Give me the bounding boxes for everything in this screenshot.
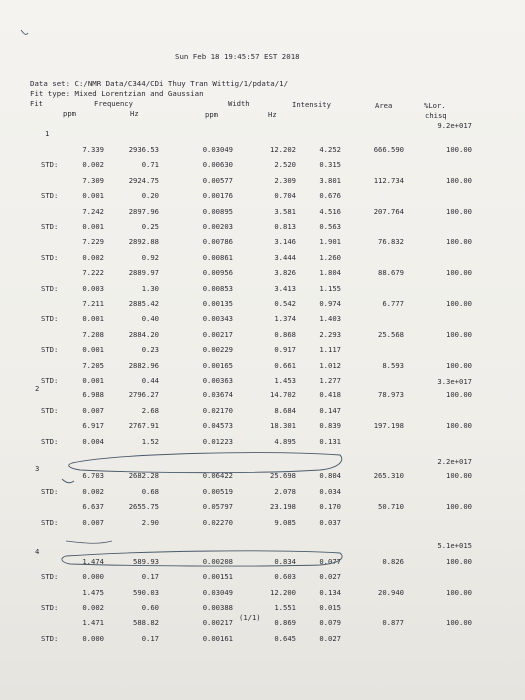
cell-lor: 100.00	[446, 237, 472, 247]
cell-whz: 1.551	[274, 602, 296, 612]
cell-wppm: 0.02170	[202, 405, 233, 415]
row-label: STD:	[41, 345, 59, 355]
cell-ppm: 7.229	[82, 237, 104, 247]
cell-ppm: 0.003	[82, 283, 104, 293]
dataset-path: Data set: C:/NMR Data/C344/CDi Thuy Tran Wittig/1/pdata/1/	[30, 79, 289, 88]
cell-ppm: 6.703	[82, 471, 104, 480]
cell-ppm: 7.205	[82, 360, 104, 370]
cell-whz: 23.198	[270, 502, 296, 512]
cell-hz: 1.52	[141, 436, 159, 446]
fit-type: Fit type: Mixed Lorentzian and Gaussian	[30, 89, 204, 98]
fit-id: 2	[35, 384, 40, 393]
cell-hz: 1.30	[141, 283, 159, 293]
cell-hz: 0.17	[141, 572, 159, 582]
cell-whz: 1.374	[274, 314, 296, 324]
cell-ppm: 1.471	[82, 618, 104, 628]
cell-ppm: 0.002	[82, 160, 104, 170]
cell-wppm: 0.00363	[202, 376, 233, 385]
row-label: STD:	[41, 572, 59, 582]
cell-ppm: 7.309	[82, 175, 104, 185]
cell-wppm: 0.00176	[202, 191, 233, 201]
row-label: STD:	[41, 191, 59, 201]
cell-hz: 2884.20	[128, 329, 159, 339]
cell-hz: 2924.75	[128, 175, 159, 185]
fit-chisq: 5.1e+015	[437, 541, 472, 550]
cell-lor: 100.00	[446, 299, 472, 308]
col-area: Area	[375, 101, 393, 110]
cell-wppm: 0.00135	[202, 299, 233, 308]
col-width-hz: Hz	[268, 110, 277, 119]
cell-whz: 2.078	[274, 486, 296, 496]
timestamp: Sun Feb 18 19:45:57 EST 2018	[175, 52, 300, 61]
cell-whz: 9.085	[274, 517, 296, 527]
cell-ppm: 0.002	[82, 252, 104, 262]
cell-int: 0.563	[319, 222, 341, 231]
col-lor: %Lor.	[424, 101, 446, 110]
row-label: STD:	[41, 436, 59, 446]
row-label: STD:	[41, 376, 59, 385]
cell-wppm: 0.00208	[202, 557, 233, 566]
cell-ppm: 7.208	[82, 329, 104, 339]
col-frequency: Frequency	[94, 99, 133, 108]
row-label: STD:	[41, 283, 59, 293]
cell-hz: 2767.91	[128, 421, 159, 431]
cell-hz: 0.25	[141, 222, 159, 231]
cell-int: 1.155	[319, 283, 341, 293]
cell-int: 1.012	[319, 360, 341, 370]
cell-ppm: 7.211	[82, 299, 104, 308]
cell-ppm: 0.001	[82, 376, 104, 385]
row-label: STD:	[41, 252, 59, 262]
cell-whz: 0.917	[274, 345, 296, 355]
cell-whz: 0.868	[274, 329, 296, 339]
col-hz: Hz	[130, 109, 139, 118]
cell-lor: 100.00	[446, 329, 472, 339]
cell-whz: 0.645	[274, 633, 296, 643]
cell-wppm: 0.03049	[202, 587, 233, 597]
cell-lor: 100.00	[446, 557, 472, 566]
cell-hz: 0.60	[141, 602, 159, 612]
cell-wppm: 0.03049	[202, 145, 233, 154]
cell-wppm: 0.05797	[202, 502, 233, 512]
cell-whz: 8.684	[274, 405, 296, 415]
cell-wppm: 0.00343	[202, 314, 233, 324]
cell-wppm: 0.00203	[202, 222, 233, 231]
cell-whz: 3.581	[274, 206, 296, 216]
col-width-ppm: ppm	[205, 110, 218, 119]
cell-hz: 2682.28	[128, 471, 159, 480]
cell-wppm: 0.03674	[202, 390, 233, 399]
cell-area: 0.826	[382, 557, 404, 566]
cell-hz: 590.03	[133, 587, 159, 597]
cell-ppm: 7.242	[82, 206, 104, 216]
cell-wppm: 0.00217	[202, 618, 233, 628]
cell-lor: 100.00	[446, 206, 472, 216]
cell-int: 1.260	[319, 252, 341, 262]
cell-hz: 0.68	[141, 486, 159, 496]
cell-area: 50.710	[378, 502, 404, 512]
fit-id: 4	[35, 547, 40, 556]
cell-area: 76.832	[378, 237, 404, 247]
cell-area: 0.877	[382, 618, 404, 628]
cell-ppm: 7.339	[82, 145, 104, 154]
cell-whz: 3.826	[274, 268, 296, 278]
cell-wppm: 0.02270	[202, 517, 233, 527]
cell-int: 0.027	[319, 633, 341, 643]
fit-id: 3	[35, 464, 40, 473]
cell-hz: 2796.27	[128, 390, 159, 399]
cell-ppm: 6.988	[82, 390, 104, 399]
cell-wppm: 0.00630	[202, 160, 233, 170]
cell-whz: 1.453	[274, 376, 296, 385]
cell-ppm: 6.917	[82, 421, 104, 431]
cell-int: 1.277	[319, 376, 341, 385]
cell-int: 3.801	[319, 175, 341, 185]
cell-area: 78.973	[378, 390, 404, 399]
cell-lor: 100.00	[446, 618, 472, 628]
cell-hz: 0.40	[141, 314, 159, 324]
row-label: STD:	[41, 160, 59, 170]
cell-area: 6.777	[382, 299, 404, 308]
cell-int: 0.147	[319, 405, 341, 415]
cell-hz: 0.17	[141, 633, 159, 643]
cell-wppm: 0.00786	[202, 237, 233, 247]
cell-hz: 0.92	[141, 252, 159, 262]
cell-int: 0.037	[319, 517, 341, 527]
cell-int: 0.804	[319, 471, 341, 480]
cell-wppm: 0.01223	[202, 436, 233, 446]
cell-int: 2.293	[319, 329, 341, 339]
cell-ppm: 7.222	[82, 268, 104, 278]
cell-hz: 2897.96	[128, 206, 159, 216]
row-label: STD:	[41, 517, 59, 527]
cell-lor: 100.00	[446, 502, 472, 512]
cell-area: 666.590	[373, 145, 404, 154]
cell-hz: 588.82	[133, 618, 159, 628]
cell-hz: 2885.42	[128, 299, 159, 308]
col-width: Width	[228, 99, 250, 108]
cell-int: 0.170	[319, 502, 341, 512]
cell-area: 20.940	[378, 587, 404, 597]
cell-hz: 2.90	[141, 517, 159, 527]
fit-chisq: 2.2e+017	[437, 457, 472, 466]
col-fit: Fit	[30, 99, 43, 108]
cell-wppm: 0.00161	[202, 633, 233, 643]
row-label: STD:	[41, 486, 59, 496]
cell-hz: 2936.53	[128, 145, 159, 154]
cell-lor: 100.00	[446, 421, 472, 431]
cell-lor: 100.00	[446, 471, 472, 480]
cell-whz: 0.704	[274, 191, 296, 201]
cell-ppm: 0.001	[82, 314, 104, 324]
cell-ppm: 0.000	[82, 633, 104, 643]
cell-whz: 3.413	[274, 283, 296, 293]
fit-chisq: 3.3e+017	[437, 377, 472, 386]
cell-int: 0.034	[319, 486, 341, 496]
cell-whz: 12.202	[270, 145, 296, 154]
cell-int: 0.134	[319, 587, 341, 597]
cell-ppm: 1.475	[82, 587, 104, 597]
cell-int: 0.315	[319, 160, 341, 170]
cell-lor: 100.00	[446, 145, 472, 154]
cell-hz: 0.23	[141, 345, 159, 355]
cell-area: 88.679	[378, 268, 404, 278]
cell-int: 0.027	[319, 572, 341, 582]
cell-ppm: 0.001	[82, 191, 104, 201]
cell-whz: 0.661	[274, 360, 296, 370]
cell-lor: 100.00	[446, 587, 472, 597]
cell-whz: 3.444	[274, 252, 296, 262]
col-ppm: ppm	[63, 109, 76, 118]
cell-area: 197.198	[373, 421, 404, 431]
cell-hz: 2889.97	[128, 268, 159, 278]
cell-wppm: 0.00853	[202, 283, 233, 293]
row-label: STD:	[41, 222, 59, 231]
cell-whz: 2.309	[274, 175, 296, 185]
cell-lor: 100.00	[446, 175, 472, 185]
cell-whz: 3.146	[274, 237, 296, 247]
cell-lor: 100.00	[446, 390, 472, 399]
row-label: STD:	[41, 314, 59, 324]
cell-int: 0.839	[319, 421, 341, 431]
cell-hz: 2892.88	[128, 237, 159, 247]
ink-mark-fit2	[62, 479, 74, 483]
cell-ppm: 0.000	[82, 572, 104, 582]
row-label: STD:	[41, 405, 59, 415]
cell-wppm: 0.00519	[202, 486, 233, 496]
cell-whz: 0.869	[274, 618, 296, 628]
cell-int: 0.676	[319, 191, 341, 201]
cell-ppm: 0.007	[82, 405, 104, 415]
cell-wppm: 0.00229	[202, 345, 233, 355]
cell-int: 4.516	[319, 206, 341, 216]
ink-circle-fit2	[69, 453, 342, 473]
cell-ppm: 0.007	[82, 517, 104, 527]
cell-hz: 0.44	[141, 376, 159, 385]
cell-wppm: 0.00151	[202, 572, 233, 582]
cell-ppm: 0.001	[82, 222, 104, 231]
cell-int: 1.804	[319, 268, 341, 278]
cell-wppm: 0.00165	[202, 360, 233, 370]
cell-hz: 2.68	[141, 405, 159, 415]
cell-int: 1.117	[319, 345, 341, 355]
cell-int: 4.252	[319, 145, 341, 154]
cell-area: 25.568	[378, 329, 404, 339]
cell-wppm: 0.04573	[202, 421, 233, 431]
col-chisq: chisq	[425, 111, 447, 120]
cell-whz: 12.200	[270, 587, 296, 597]
cell-wppm: 0.00956	[202, 268, 233, 278]
cell-whz: 0.603	[274, 572, 296, 582]
fit-chisq: 9.2e+017	[437, 121, 472, 130]
cell-wppm: 0.00861	[202, 252, 233, 262]
cell-whz: 2.520	[274, 160, 296, 170]
cell-wppm: 0.00895	[202, 206, 233, 216]
cell-whz: 14.702	[270, 390, 296, 399]
cell-int: 0.079	[319, 618, 341, 628]
cell-area: 265.310	[373, 471, 404, 480]
cell-area: 112.734	[373, 175, 404, 185]
col-intensity: Intensity	[292, 100, 331, 109]
cell-ppm: 0.002	[82, 602, 104, 612]
cell-lor: 100.00	[446, 360, 472, 370]
cell-wppm: 0.06422	[202, 471, 233, 480]
cell-hz: 0.20	[141, 191, 159, 201]
ink-underline-fit3	[66, 541, 112, 543]
cell-whz: 25.698	[270, 471, 296, 480]
page-number: (1/1)	[239, 613, 261, 622]
cell-hz: 2882.96	[128, 360, 159, 370]
cell-wppm: 0.00577	[202, 175, 233, 185]
cell-ppm: 1.474	[82, 557, 104, 566]
cell-ppm: 6.637	[82, 502, 104, 512]
cell-ppm: 0.001	[82, 345, 104, 355]
cell-ppm: 0.002	[82, 486, 104, 496]
cell-int: 0.131	[319, 436, 341, 446]
cell-area: 8.593	[382, 360, 404, 370]
cell-int: 1.901	[319, 237, 341, 247]
cell-whz: 4.895	[274, 436, 296, 446]
ink-tick-top	[21, 30, 28, 34]
cell-int: 0.077	[319, 557, 341, 566]
row-label: STD:	[41, 602, 59, 612]
cell-int: 0.974	[319, 299, 341, 308]
cell-hz: 2655.75	[128, 502, 159, 512]
row-label: STD:	[41, 633, 59, 643]
cell-lor: 100.00	[446, 268, 472, 278]
cell-int: 1.403	[319, 314, 341, 324]
fit-id: 1	[45, 129, 50, 138]
cell-whz: 18.301	[270, 421, 296, 431]
cell-int: 0.015	[319, 602, 341, 612]
cell-hz: 0.71	[141, 160, 159, 170]
cell-wppm: 0.00217	[202, 329, 233, 339]
cell-whz: 0.813	[274, 222, 296, 231]
cell-area: 207.764	[373, 206, 404, 216]
cell-hz: 589.93	[133, 557, 159, 566]
cell-wppm: 0.00388	[202, 602, 233, 612]
cell-int: 0.418	[319, 390, 341, 399]
cell-whz: 0.542	[274, 299, 296, 308]
cell-whz: 0.834	[274, 557, 296, 566]
cell-ppm: 0.004	[82, 436, 104, 446]
